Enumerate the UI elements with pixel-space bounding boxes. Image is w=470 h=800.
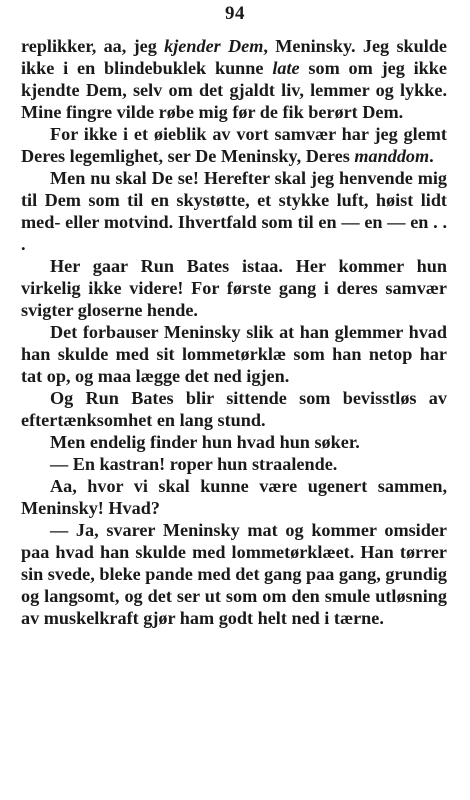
italic-text: late <box>272 58 300 78</box>
paragraph <box>21 519 447 629</box>
page-number: 94 <box>225 3 245 24</box>
paragraph <box>21 387 447 431</box>
paragraph-text: som om jeg ikke kjendte Dem, selv om det gjaldt liv, lemmer og lykke. Mine fingre vilde røbe mig før de fik berørt Dem. <box>21 58 447 122</box>
paragraph-text: Det forbauser Meninsky slik at han glemmer hvad han skulde med sit lommetørklæ som han netop har tat op, og maa lægge det ned igjen. <box>21 322 447 386</box>
paragraph-text: — En kastran! roper hun straalende. <box>50 454 338 474</box>
paragraph-text: — Ja, svarer Meninsky mat og kommer omsider paa hvad han skulde med lommetørklæet. Han tørrer sin svede, bleke pande med det gang paa gang, grundig og langsomt, og det ser ut som om den smule utløsning av muskelkraft gjør ham godt helt ned i tærne. <box>21 520 447 628</box>
paragraph <box>21 35 447 123</box>
paragraph-text: replikker, aa, jeg <box>21 36 165 56</box>
paragraph-text: . <box>429 146 434 166</box>
paragraph-text: Og Run Bates blir sittende som bevisstløs av eftertænksomhet en lang stund. <box>21 388 447 430</box>
paragraph-text: Her gaar Run Bates istaa. Her kommer hun virkelig ikke videre! For første gang i deres samvær svigter gloserne hende. <box>21 256 447 320</box>
paragraph <box>21 255 447 321</box>
paragraph <box>21 475 447 519</box>
paragraph <box>21 453 447 475</box>
paragraph <box>21 321 447 387</box>
paragraph-text: Aa, hvor vi skal kunne være ugenert sammen, Meninsky! Hvad? <box>21 476 447 518</box>
paragraph-text: Men nu skal De se! Herefter skal jeg henvende mig til Dem som til en skystøtte, et stykke luft, høist lidt med- eller motvind. Ihvertfald som til en — en — en . . . <box>21 168 447 254</box>
italic-text: manddom <box>354 146 430 166</box>
paragraph-text: For ikke i et øieblik av vort samvær har jeg glemt Deres legemlighet, ser De Meninsky, Deres <box>21 124 447 166</box>
paragraph <box>21 123 447 167</box>
body-text <box>21 35 447 629</box>
italic-text: kjender Dem <box>164 36 264 56</box>
paragraph <box>21 167 447 255</box>
paragraph-text: Men endelig finder hun hvad hun søker. <box>50 432 360 452</box>
paragraph-text: , Meninsky. Jeg skulde ikke i en blindebuklek kunne <box>21 36 447 78</box>
paragraph <box>21 431 447 453</box>
